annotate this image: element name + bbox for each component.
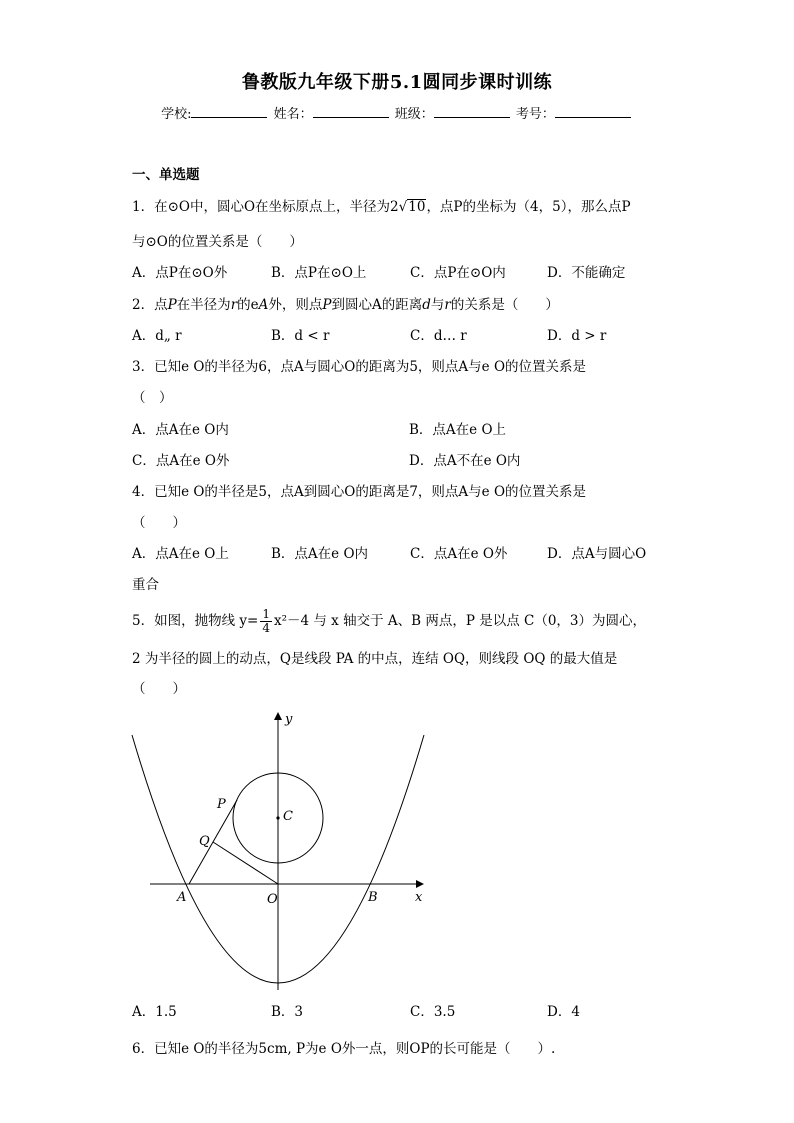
- q2-var-p-2: P: [322, 297, 332, 313]
- q1-option-c: C．点P在⊙O内: [410, 265, 506, 281]
- q2-text-5: 到圆心A的距离: [331, 297, 423, 313]
- class-label: 班级：: [394, 107, 434, 122]
- q2-text-1: 2．点: [132, 297, 168, 313]
- q5-fraction-numerator: 1: [262, 607, 270, 621]
- q1-option-d: D．不能确定: [547, 265, 626, 281]
- q1-text-b: ，点P的坐标为（4，5），那么点P: [426, 199, 631, 215]
- q5-option-c: C．3.5: [410, 1004, 456, 1020]
- question-3-line-2: （ ）: [132, 390, 173, 406]
- label-y: y: [285, 712, 293, 727]
- q2-var-r-2: r: [444, 297, 451, 313]
- q4-option-c: C．点A在e O外: [410, 546, 508, 562]
- q4-option-d-overflow: 重合: [132, 577, 159, 593]
- center-point-c: [276, 816, 279, 819]
- number-blank[interactable]: [555, 105, 631, 118]
- q2-var-a: A: [258, 297, 269, 313]
- question-1-line-2: 与⊙O的位置关系是（ ）: [132, 234, 303, 250]
- q4-option-b: B．点A在e O内: [271, 546, 369, 562]
- q3-option-c: C．点A在e O外: [132, 453, 230, 469]
- q1-radicand: 10: [408, 199, 426, 215]
- q2-text-6: 与: [430, 297, 445, 313]
- q2-text-3: 的: [237, 297, 251, 313]
- section-heading: 一、单选题: [132, 167, 200, 183]
- label-a: A: [177, 890, 187, 905]
- q5-option-d: D．4: [547, 1004, 580, 1020]
- q2-option-b: B．d < r: [271, 328, 330, 344]
- q5-fraction-denominator: 4: [262, 621, 270, 635]
- q1-option-a: A．点P在⊙O外: [132, 265, 228, 281]
- q2-circle-symbol: e: [250, 297, 259, 313]
- q2-option-c: C．d… r: [410, 328, 467, 344]
- q3-option-b: B．点A在e O上: [409, 422, 507, 438]
- question-4-line-2: （ ）: [132, 515, 186, 531]
- document-title: 鲁教版九年级下册5.1圆同步课时训练: [241, 72, 553, 93]
- q4-option-d: D．点A与圆心O: [547, 546, 647, 562]
- q2-option-d: D．d > r: [547, 328, 607, 344]
- q2-var-p: P: [167, 297, 177, 313]
- segment-oq: [213, 842, 278, 884]
- question-1-line-1: 1．在⊙O中，圆心O在坐标原点上，半径为2√10，点P的坐标为（4，5），那么点P: [132, 199, 631, 215]
- school-label: 学校:: [161, 107, 192, 122]
- q2-text-7: 的关系是（ ）: [450, 297, 559, 313]
- question-3-line-1: 3．已知e O的半径为6，点A与圆心O的距离为5，则点A与e O的位置关系是: [132, 359, 587, 375]
- q3-option-d: D．点A不在e O内: [409, 453, 521, 469]
- student-info-line: [0, 103, 794, 122]
- label-p: P: [217, 797, 226, 812]
- q5-option-a: A．1.5: [132, 1004, 177, 1020]
- label-o: O: [267, 892, 278, 907]
- question-5-line-1: [132, 608, 646, 635]
- q5-option-b: B．3: [271, 1004, 304, 1020]
- label-c: C: [283, 809, 293, 824]
- question-6-line-1: 6．已知e O的半径为5cm, P为e O外一点，则OP的长可能是（ ）.: [132, 1041, 556, 1057]
- q5-fraction: [260, 608, 272, 635]
- label-x: x: [415, 890, 423, 905]
- q2-var-d: d: [422, 297, 431, 313]
- q1-option-b: B．点P在⊙O上: [271, 265, 367, 281]
- q2-option-a: A．d„ r: [132, 328, 182, 344]
- q3-option-a: A．点A在e O内: [132, 422, 229, 438]
- class-blank[interactable]: [434, 105, 510, 118]
- school-blank[interactable]: [191, 105, 267, 118]
- q4-option-a: A．点A在e O上: [132, 546, 229, 562]
- name-label: 姓名：: [273, 107, 313, 122]
- q2-var-r: r: [230, 297, 238, 313]
- q1-coef: 2: [390, 199, 399, 215]
- question-2-line-1: [132, 296, 559, 314]
- q5-text-a: 5．如图，抛物线 y=: [132, 613, 259, 629]
- q2-text-2: 在半径为: [176, 297, 231, 313]
- question-4-line-1: 4．已知e O的半径是5，点A到圆心O的距离是7，则点A与e O的位置关系是: [132, 484, 587, 500]
- q2-text-4: 外，则点: [268, 297, 323, 313]
- question-5-line-3: （ ）: [132, 681, 186, 697]
- label-q: Q: [199, 834, 210, 849]
- question-5-line-2: 2 为半径的圆上的动点，Q是线段 PA 的中点，连结 OQ，则线段 OQ 的最大值是: [132, 651, 618, 667]
- parabola-circle-figure: [125, 705, 435, 995]
- q5-text-b: x²－4 与 x 轴交于 A、B 两点，P 是以点 C（0，3）为圆心，: [273, 613, 646, 629]
- number-label: 考号：: [515, 107, 555, 122]
- q1-text-a: 1．在⊙O中，圆心O在坐标原点上，半径为: [132, 199, 391, 215]
- name-blank[interactable]: [313, 105, 389, 118]
- label-b: B: [368, 890, 378, 905]
